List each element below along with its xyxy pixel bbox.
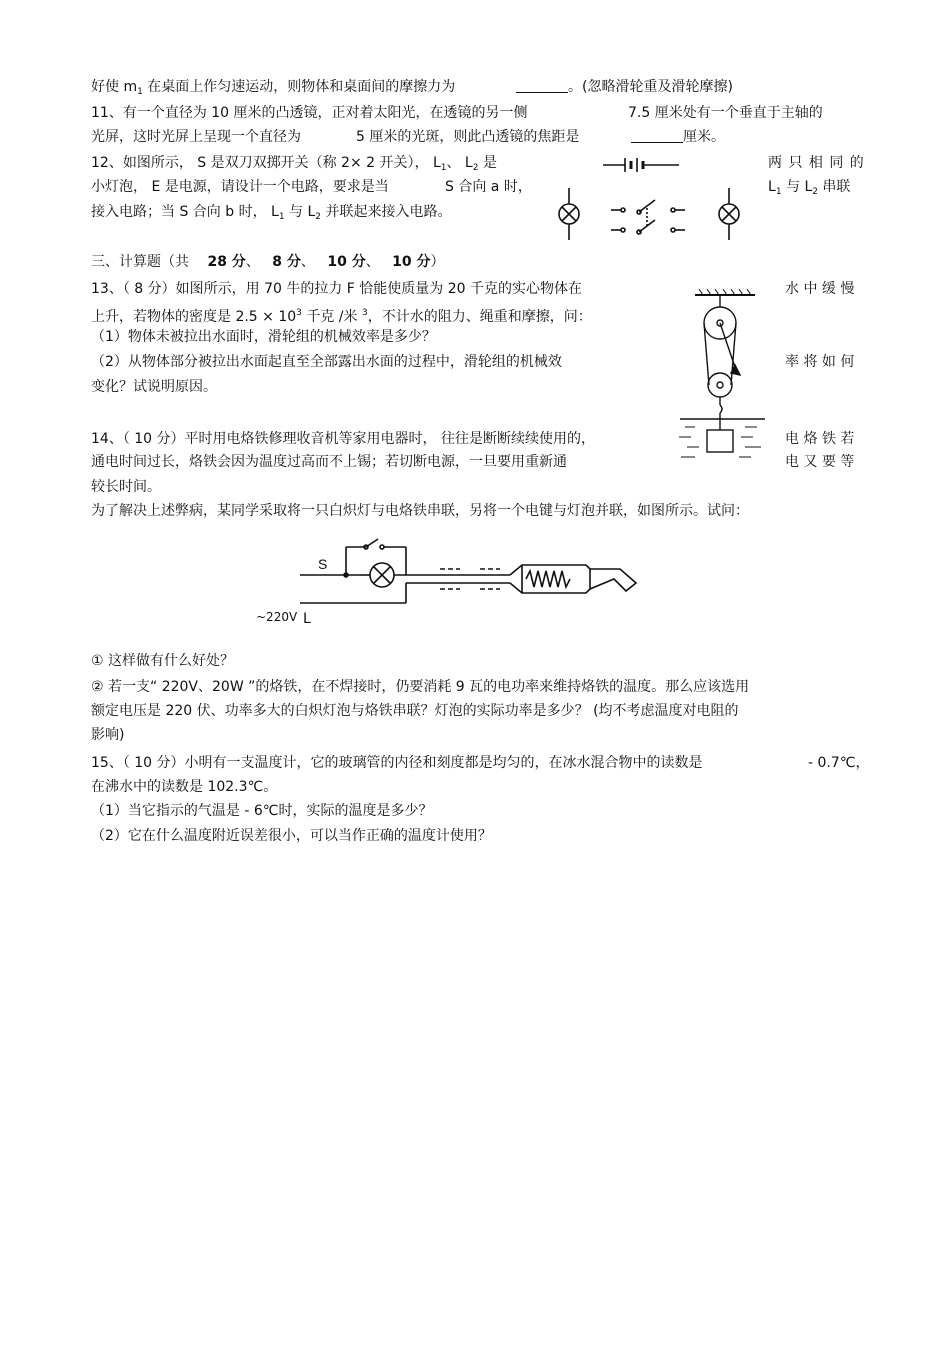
question-11-line1: 11、有一个直径为 10 厘米的凸透镜，正对着太阳光，在透镜的另一侧 (91, 105, 528, 121)
text: 、 (365, 254, 380, 270)
lamp-label: L (303, 611, 311, 627)
question-12-line2-mid: S 合向 a 时， (445, 179, 532, 195)
text: 千克 /米 (301, 309, 362, 325)
subscript: 1 (278, 212, 285, 222)
answer-blank (631, 128, 683, 143)
question-15-line1: 15、（ 10 分）小明有一支温度计，它的玻璃管的内径和刻度都是均匀的，在冰水混合物中的读数是 (91, 755, 703, 771)
question-11-line2-mid: 5 厘米的光斑，则此凸透镜的焦距是 (356, 129, 580, 145)
question-15-line2: 在沸水中的读数是 102.3℃。 (91, 779, 278, 795)
answer-blank (516, 78, 568, 93)
text: 12、如图所示， S 是双刀双掷开关（称 2× 2 开关）， L (91, 155, 441, 171)
question-14-sub2-line2: 额定电压是 220 伏、功率多大的白炽灯泡与烙铁串联？灯泡的实际功率是多少？ (均不考虑温度对电阻的 (91, 703, 739, 719)
superscript: 3 (296, 308, 302, 318)
question-15-part2: （2）它在什么温度附近误差很小，可以当作正确的温度计使用？ (91, 828, 492, 844)
text: 是 (478, 155, 497, 171)
question-12-line2: 小灯泡， E 是电源，请设计一个电路，要求是当 (91, 179, 389, 195)
question-11-line1-end: 7.5 厘米处有一个垂直于主轴的 (628, 105, 823, 121)
question-14-sub1: ① 这样做有什么好处？ (91, 653, 235, 669)
switch-label: S (318, 556, 328, 572)
text: 并联起来接入电路。 (321, 204, 452, 220)
question-14-line1: 14、（ 10 分）平时用电烙铁修理收音机等家用电器时， 往往是断断续续使用的， (91, 431, 595, 447)
subscript: 1 (775, 187, 782, 197)
question-14-right2: 电 又 要 等 (785, 454, 855, 470)
question-14-line2: 通电时间过长，烙铁会因为温度过高而不上锡；若切断电源，一旦要用重新通 (91, 454, 567, 470)
text: 上升，若物体的密度是 2.5 × 10 (91, 309, 297, 325)
subscript: 1 (440, 163, 447, 173)
question-14-sub2-line3: 影响) (91, 727, 125, 743)
question-11-line2-end (631, 128, 725, 146)
question-14-line3: 较长时间。 (91, 479, 161, 495)
text: 。(忽略滑轮重及滑轮摩擦) (568, 79, 733, 95)
text: 接入电路；当 S 合向 b 时， L (91, 204, 279, 220)
question-13-line5: 变化？试说明原因。 (91, 379, 217, 395)
question-14-line4: 为了解决上述弊病，某同学采取将一只白炽灯与电烙铁串联，另将一个电键与灯泡并联，如图所示。试问： (91, 503, 749, 519)
question-12-right2 (768, 178, 850, 201)
question-12-right1: 两 只 相 同 的 (768, 155, 864, 171)
question-13-part1: （1）物体未被拉出水面时，滑轮组的机械效率是多少？ (91, 329, 436, 345)
text: 在桌面上作匀速运动，则物体和桌面间的摩擦力为 (142, 79, 456, 95)
text: 与 L (284, 204, 316, 220)
subscript: 2 (812, 187, 818, 197)
text: L (768, 179, 776, 195)
text: ） (430, 254, 445, 270)
question-13-part2: （2）从物体部分被拉出水面起直至全部露出水面的过程中，滑轮组的机械效 (91, 354, 562, 370)
text: 与 L (781, 179, 813, 195)
subscript: 1 (137, 87, 143, 97)
text: 、 L (446, 155, 473, 171)
text: 三、计算题（共 (91, 254, 189, 270)
pulley-figure (665, 285, 775, 470)
question-13-right2: 率 将 如 何 (785, 354, 855, 370)
text: 8 分 (272, 254, 301, 270)
text-line (516, 78, 733, 96)
text-line (91, 78, 455, 101)
superscript: 3 (361, 308, 368, 318)
text: 10 分 (327, 254, 366, 270)
text: 厘米。 (683, 129, 725, 145)
text: 串联 (817, 179, 851, 195)
text: 10 分 (392, 254, 431, 270)
question-14-right1: 电 烙 铁 若 (785, 431, 855, 447)
voltage-label: ~220V (256, 610, 298, 624)
text: 、 (245, 254, 260, 270)
question-15-part1: （1）当它指示的气温是 - 6℃时，实际的温度是多少？ (91, 803, 433, 819)
question-15-line1-end: - 0.7℃， (808, 755, 870, 771)
section-3-heading (91, 253, 445, 271)
text: 28 分 (207, 254, 246, 270)
text: ，不计水的阻力、绳重和摩擦，问： (367, 309, 592, 325)
question-13-line1: 13、（ 8 分）如图所示，用 70 牛的拉力 F 恰能使质量为 20 千克的实心物体在 (91, 281, 583, 297)
question-12-line1 (91, 154, 497, 177)
question-13-right1: 水 中 缓 慢 (785, 281, 855, 297)
question-12-line3 (91, 203, 451, 226)
question-13-line2 (91, 304, 592, 326)
subscript: 2 (472, 163, 479, 173)
text: 、 (300, 254, 315, 270)
soldering-iron-circuit-figure (300, 525, 650, 630)
question-11-line2: 光屏，这时光屏上呈现一个直径为 (91, 129, 301, 145)
text: 好使 m (91, 79, 138, 95)
switch-circuit-figure (555, 150, 755, 250)
subscript: 2 (315, 212, 321, 222)
question-14-sub2-line1: ② 若一支“ 220V、20W ”的烙铁，在不焊接时，仍要消耗 9 瓦的电功率来维持烙铁的温度。那么应该选用 (91, 679, 750, 695)
